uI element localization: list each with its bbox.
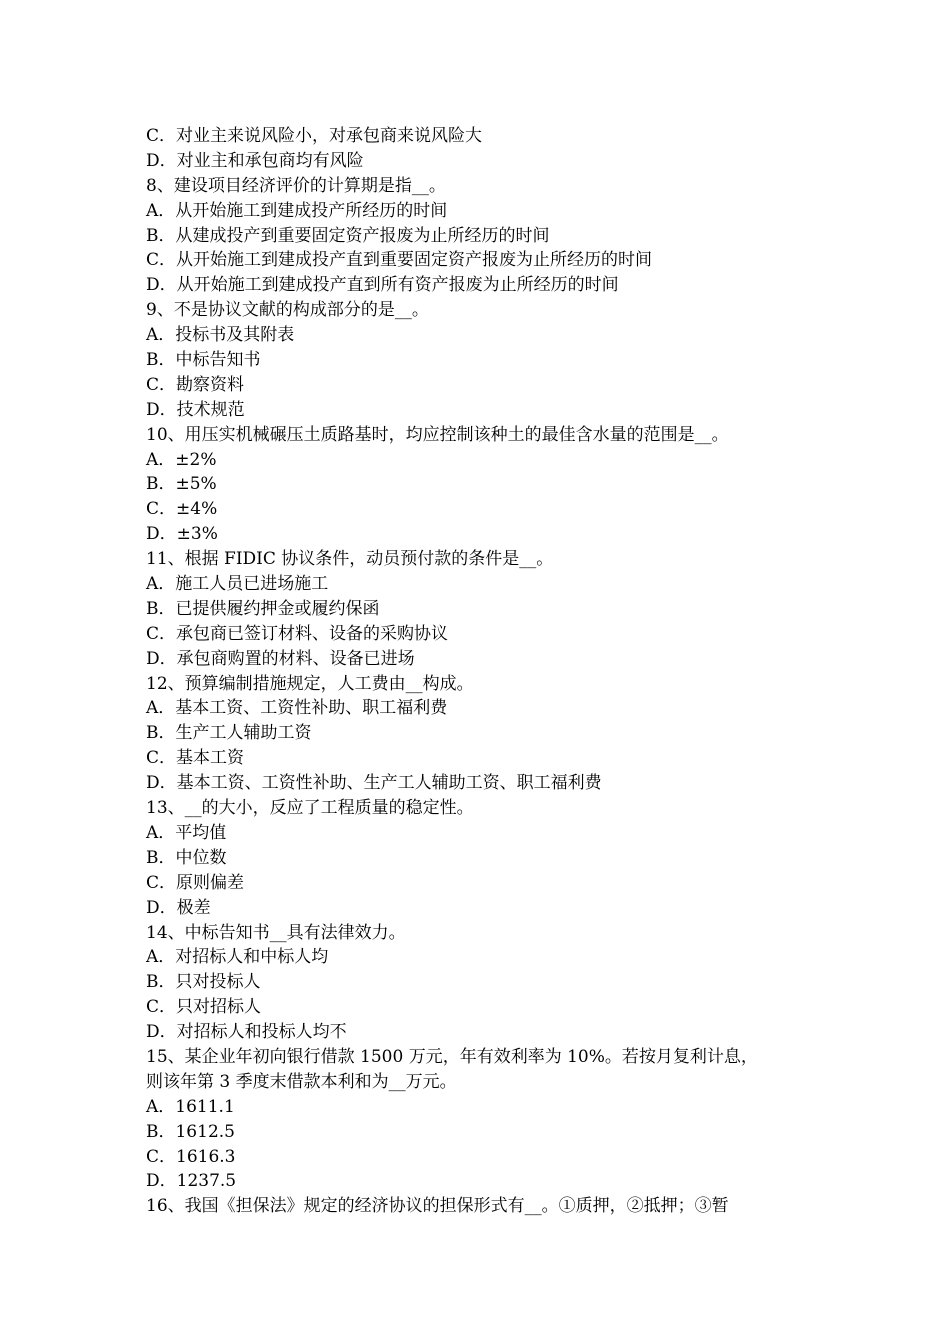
answer-option: A．从开始施工到建成投产所经历的时间: [146, 200, 448, 221]
answer-option: D．技术规范: [146, 399, 245, 420]
answer-option: B．中标告知书: [146, 350, 261, 371]
answer-option: A．施工人员已进场施工: [146, 574, 329, 595]
answer-option: B．从建成投产到重要固定资产报废为止所经历的时间: [146, 225, 550, 246]
answer-option: B．已提供履约押金或履约保函: [146, 598, 380, 619]
question-stem: 12、预算编制措施规定，人工费由__构成。: [146, 673, 474, 694]
answer-option: C．只对招标人: [146, 997, 262, 1018]
answer-option: A．±2%: [146, 449, 217, 470]
answer-option: C．原则偏差: [146, 872, 245, 893]
answer-option: D．从开始施工到建成投产直到所有资产报废为止所经历的时间: [146, 275, 619, 296]
answer-option: A．1611.1: [146, 1096, 235, 1117]
question-stem: 15、某企业年初向银行借款 1500 万元，年有效利率为 10%。若按月复利计息，: [146, 1046, 758, 1067]
answer-option: C．1616.3: [146, 1146, 236, 1167]
question-stem: 11、根据 FIDIC 协议条件，动员预付款的条件是__。: [146, 549, 554, 570]
answer-option: A．投标书及其附表: [146, 325, 295, 346]
answer-option: A．平均值: [146, 822, 227, 843]
question-stem-continued: 则该年第 3 季度末借款本利和为__万元。: [146, 1071, 457, 1092]
answer-option: A．基本工资、工资性补助、职工福利费: [146, 698, 448, 719]
answer-option: C．承包商已签订材料、设备的采购协议: [146, 623, 449, 644]
question-stem: 13、__的大小，反应了工程质量的稳定性。: [146, 798, 474, 819]
answer-option: D．承包商购置的材料、设备已进场: [146, 648, 415, 669]
answer-option: B．1612.5: [146, 1121, 235, 1142]
question-stem: 14、中标告知书__具有法律效力。: [146, 922, 406, 943]
answer-option: B．±5%: [146, 474, 217, 495]
answer-option: C．从开始施工到建成投产直到重要固定资产报废为止所经历的时间: [146, 250, 653, 271]
answer-option: B．只对投标人: [146, 972, 261, 993]
answer-option: A．对招标人和中标人均: [146, 947, 329, 968]
text-line: D．对业主和承包商均有风险: [146, 150, 364, 171]
answer-option: D．极差: [146, 897, 211, 918]
question-stem: 10、用压实机械碾压土质路基时，均应控制该种土的最佳含水量的范围是__。: [146, 424, 729, 445]
question-stem: 9、不是协议文献的构成部分的是__。: [146, 300, 429, 321]
text-line: C．对业主来说风险小，对承包商来说风险大: [146, 126, 483, 146]
question-stem: 16、我国《担保法》规定的经济协议的担保形式有__。①质押，②抵押；③暂: [146, 1196, 729, 1217]
answer-option: B．生产工人辅助工资: [146, 723, 312, 744]
answer-option: C．勘察资料: [146, 374, 245, 395]
answer-option: C．±4%: [146, 499, 218, 520]
answer-option: D．对招标人和投标人均不: [146, 1022, 347, 1043]
answer-option: C．基本工资: [146, 748, 245, 769]
answer-option: D．±3%: [146, 524, 218, 545]
answer-option: B．中位数: [146, 847, 227, 868]
answer-option: D．基本工资、工资性补助、生产工人辅助工资、职工福利费: [146, 773, 602, 794]
document-page: [146, 124, 826, 1219]
question-stem: 8、建设项目经济评价的计算期是指__。: [146, 175, 446, 196]
answer-option: D．1237.5: [146, 1171, 237, 1192]
